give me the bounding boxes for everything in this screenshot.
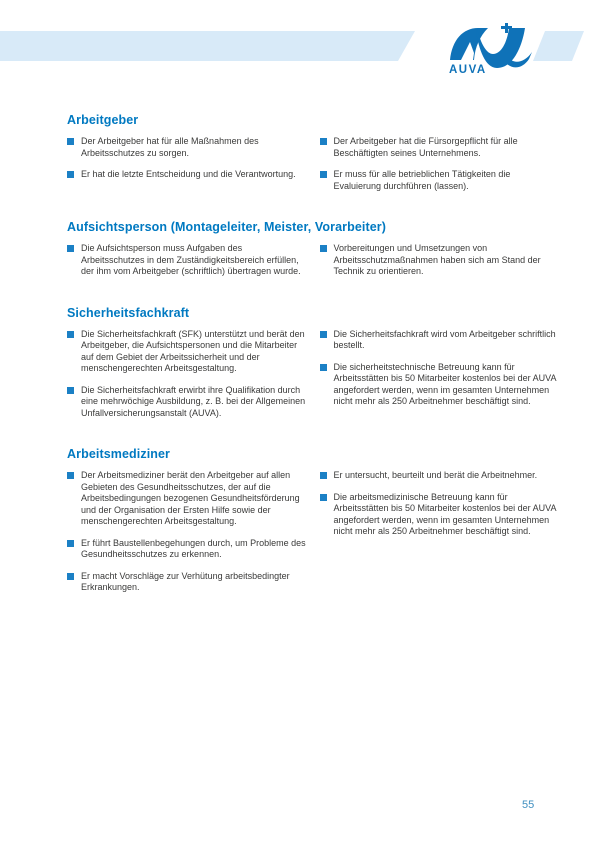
bullet-item [320,492,560,538]
section-title: Sicherheitsfachkraft [67,305,190,320]
bullet-square-icon [67,171,74,178]
bullet-item [67,136,307,159]
left-column [67,243,307,278]
left-column [67,136,307,192]
bullet-square-icon [320,364,327,371]
bullet-item [67,538,307,561]
bullet-text: Der Arbeitsmediziner berät den Arbeitgeber auf allen Gebieten des Gesundheitsschutzes, der auf die Arbeitsbedingungen bezogenen Gesundheitsförderung und der Organisation der Ersten Hilfe sowie der menschengerechten Arbeitsgestaltung. [81,470,300,526]
bullet-item [67,470,307,528]
page-content [67,113,559,622]
bullet-square-icon [67,472,74,479]
bullet-square-icon [67,387,74,394]
bullet-square-icon [67,540,74,547]
bullet-item [320,169,560,192]
section-title: Arbeitgeber [67,113,139,127]
bullet-square-icon [320,138,327,145]
bullet-square-icon [320,331,327,338]
bullet-item [320,329,560,352]
bullet-item [320,243,560,278]
bullet-square-icon [320,472,327,479]
bullet-text: Vorbereitungen und Umsetzungen von Arbeitsschutzmaßnahmen haben sich am Stand der Technik zu orientieren. [333,243,541,276]
bullet-square-icon [320,171,327,178]
bullet-square-icon [67,331,74,338]
bullet-item [67,243,307,278]
bullet-item [67,329,307,375]
auva-logo [449,23,537,74]
auva-monogram-icon [450,23,532,68]
bullet-square-icon [320,494,327,501]
bullet-item [320,136,560,159]
bullet-text: Die Sicherheitsfachkraft erwirbt ihre Qualifikation durch eine mehrwöchige Ausbildung, z. B. bei der Allgemeinen Unfallversicherungsanstalt (AUVA). [81,384,306,418]
bullet-item [67,571,307,594]
right-column [320,243,560,278]
bullet-item [320,470,560,482]
bullet-text: Er hat die letzte Entscheidung und die Verantwortung. [81,169,296,179]
bullet-text: Er führt Baustellenbegehungen durch, um Probleme des Gesundheitsschutzes zu erkennen. [81,537,306,559]
bullet-text: Er muss für alle betrieblichen Tätigkeiten die Evaluierung durchführen (lassen). [333,169,511,191]
bullet-item [320,362,560,408]
bullet-text: Die Aufsichtsperson muss Aufgaben des Arbeitsschutzes in dem Zuständigkeitsbereich erfüllen, der ihm vom Arbeitgeber (schriftlich) übertragen wurde. [81,243,301,276]
bullet-square-icon [67,573,74,580]
bullet-item [67,169,307,181]
section-arbeitsmediziner [67,447,559,594]
right-column [320,329,560,420]
bullet-item [67,385,307,420]
right-column [320,136,560,192]
bullet-text: Er macht Vorschläge zur Verhütung arbeitsbedingter Erkrankungen. [81,570,290,592]
section-aufsichtsperson [67,220,559,278]
header-band-left [0,31,415,61]
auva-logo-text: AUVA [449,64,487,76]
bullet-square-icon [67,138,74,145]
bullet-text: Die arbeitsmedizinische Betreuung kann für Arbeitsstätten bis 50 Mitarbeiter kostenlos bei der AUVA angefordert werden, wenn im gesamten Unternehmen nicht mehr als 250 Arbeitnehmer beschäftigt sind. [333,491,556,536]
left-column [67,470,307,594]
bullet-square-icon [67,245,74,252]
page-number: 55 [522,799,535,811]
header-band-right [533,31,584,61]
bullet-text: Die Sicherheitsfachkraft (SFK) unterstützt und berät den Arbeitgeber, die Aufsichtspersonen und die Mitarbeiter auf dem Gebiet der Arbeitssicherheit und der menschengerechten Arbeitsgestaltung. [81,328,305,373]
bullet-square-icon [320,245,327,252]
right-column [320,470,560,594]
section-title: Aufsichtsperson (Montageleiter, Meister, Vorarbeiter) [67,220,387,234]
bullet-text: Er untersucht, beurteilt und berät die Arbeitnehmer. [333,470,538,480]
bullet-text: Der Arbeitgeber hat für alle Maßnahmen des Arbeitsschutzes zu sorgen. [81,136,259,158]
section-title: Arbeitsmediziner [67,447,171,461]
bullet-text: Die Sicherheitsfachkraft wird vom Arbeitgeber schriftlich bestellt. [333,328,556,350]
section-arbeitgeber [67,113,559,192]
bullet-text: Der Arbeitgeber hat die Fürsorgepflicht für alle Beschäftigten seines Unternehmens. [333,136,518,158]
section-sicherheitsfachkraft [67,306,559,420]
left-column [67,329,307,420]
bullet-text: Die sicherheitstechnische Betreuung kann für Arbeitsstätten bis 50 Mitarbeiter kostenlos bei der AUVA angefordert werden, wenn im gesamten Unternehmen nicht mehr als 250 Arbeitnehmer beschäftigt sind. [333,361,556,406]
